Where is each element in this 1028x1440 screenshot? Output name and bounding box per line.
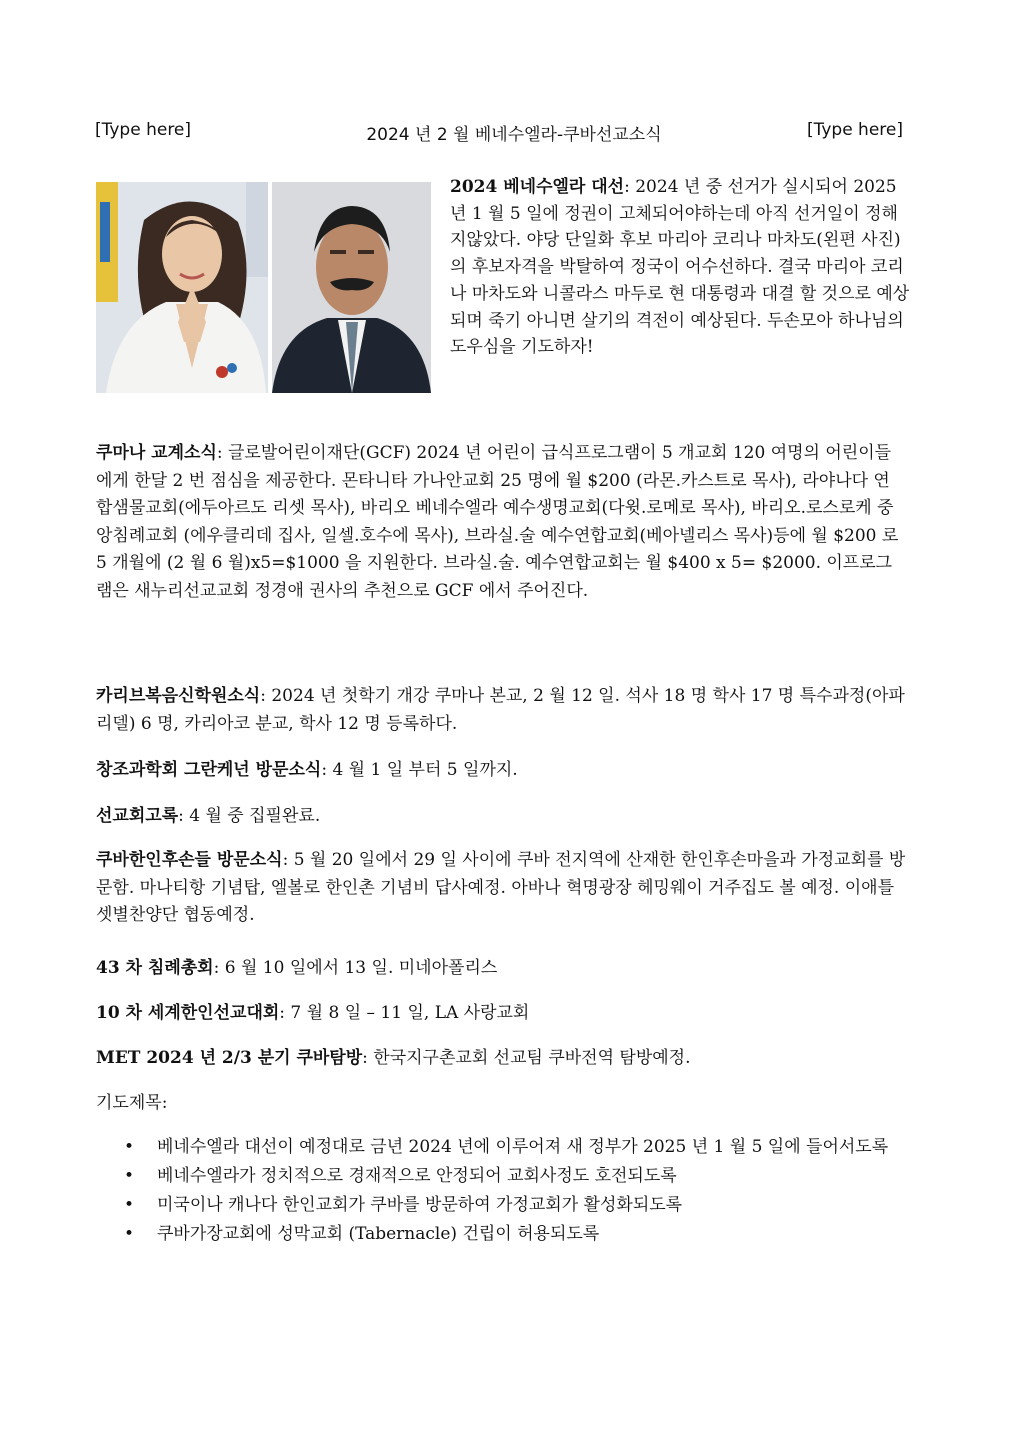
world-mission-text: : 7 월 8 일 – 11 일, LA 사랑교회 <box>279 1003 530 1023</box>
seminary-text: : 2024 년 첫학기 개강 쿠마나 본교, 2 월 12 일. 석사 18 명 학사 17 명 특수과정(아파리델) 6 명, 카리아코 분교, 학사 12 명 등록하다. <box>96 686 905 734</box>
seminary-news <box>96 683 906 738</box>
prayer-title: 기도제목: <box>96 1093 168 1113</box>
met-heading: MET 2024 년 2/3 분기 쿠바탐방 <box>96 1048 363 1068</box>
cumana-text: : 글로발어린이재단(GCF) 2024 년 어린이 급식프로그램이 5 개교회 120 여명의 어린이들에게 한달 2 번 점심을 제공한다. 몬타니타 가나안교회 25 명에 월 $200 (라몬.카스트로 목사), 라야나다 연합샘물교회(에두아르도 리셋 목사), 바리오 베네수엘라 예수생명교회(다윗.로메로 목사), 바리오.로스로케 중앙침례교회 (에우클리데 집사, 일셀.호수에 목사), 브라실.술 예수연합교회(베아넬리스 목사)등에 월 $200 로 5 개월에 (2 월 6 월)x5=$1000 을 지원한다. 브라실.술. 예수연합교회는 월 $400 x 5= $2000. 이프로그램은 새누리선교교회 정경애 권사의 추천으로 GCF 에서 주어진다. <box>96 443 899 601</box>
header-right-placeholder: [Type here] <box>806 120 903 140</box>
prayer-item-text: 베네수엘라가 정치적으로 경재적으로 안정되어 교회사정도 호전되도록 <box>157 1166 677 1186</box>
election-news <box>450 174 910 361</box>
korean-descendants-news <box>96 847 906 930</box>
seminary-heading: 카리브복음신학원소식 <box>96 686 261 706</box>
met-text: : 한국지구촌교회 선교팀 쿠바전역 탐방예정. <box>362 1048 691 1068</box>
photo-maria-corina-machado <box>96 182 268 393</box>
list-item <box>96 1220 906 1249</box>
cumana-heading: 쿠마나 교계소식 <box>96 443 217 463</box>
election-text: : 2024 년 중 선거가 실시되어 2025 년 1 월 5 일에 정권이 고체되어야하는데 아직 선거일이 정해지않았다. 야당 단일화 후보 마리아 코리나 마차도(왼편 사진)의 후보자격을 박탈하여 정국이 어수선하다. 결국 마리아 코리나 마차도와 니콜라스 마두로 현 대통령과 대결 할 것으로 예상되며 죽기 아니면 살기의 격전이 예상된다. 두손모아 하나님의 도우심을 기도하자! <box>450 177 910 358</box>
bullet-icon: • <box>124 1224 135 1244</box>
baptist-convention-news <box>96 955 916 982</box>
world-mission-news <box>96 1000 916 1027</box>
prayer-item-text: 베네수엘라 대선이 예정대로 금년 2024 년에 이루어져 새 정부가 2025 년 1 월 5 일에 들어서도록 <box>157 1137 889 1157</box>
list-item <box>96 1162 906 1191</box>
header-left-placeholder: [Type here] <box>95 120 192 140</box>
prayer-list <box>96 1133 906 1249</box>
memoir-heading: 선교회고록 <box>96 806 179 826</box>
world-mission-heading: 10 차 세계한인선교대회 <box>96 1003 280 1023</box>
photo-nicolas-maduro <box>272 182 431 393</box>
korean-descendants-heading: 쿠바한인후손들 방문소식 <box>96 850 283 870</box>
cumana-news <box>96 440 906 605</box>
page-title: 2024 년 2 월 베네수엘라-쿠바선교소식 <box>366 125 662 145</box>
election-heading: 2024 베네수엘라 대선 <box>450 177 625 197</box>
prayer-item-text: 쿠바가장교회에 성막교회 (Tabernacle) 건립이 허용되도록 <box>157 1224 600 1244</box>
prayer-item-text: 미국이나 캐나다 한인교회가 쿠바를 방문하여 가정교회가 활성화되도록 <box>157 1195 683 1215</box>
baptist-text: : 6 월 10 일에서 13 일. 미네아폴리스 <box>213 958 498 978</box>
bullet-icon: • <box>124 1137 135 1157</box>
met-news <box>96 1045 916 1072</box>
baptist-heading: 43 차 침례총회 <box>96 958 214 978</box>
bullet-icon: • <box>124 1195 135 1215</box>
korean-descendants-text: : 5 월 20 일에서 29 일 사이에 쿠바 전지역에 산재한 한인후손마을과 가정교회를 방문함. 마나티항 기념탑, 엘볼로 한인촌 기념비 답사예정. 아바나 혁명광장 헤밍웨이 거주집도 볼 예정. 이애틀 셋별찬양단 협동예정. <box>96 850 906 925</box>
creation-heading: 창조과학회 그란케넌 방문소식 <box>96 760 322 780</box>
bullet-icon: • <box>124 1166 135 1186</box>
list-item <box>96 1191 906 1220</box>
creation-text: : 4 월 1 일 부터 5 일까지. <box>321 760 518 780</box>
memoir-text: : 4 월 중 집필완료. <box>178 806 321 826</box>
memoir-news <box>96 803 916 830</box>
list-item <box>96 1133 906 1162</box>
creation-news <box>96 757 916 784</box>
